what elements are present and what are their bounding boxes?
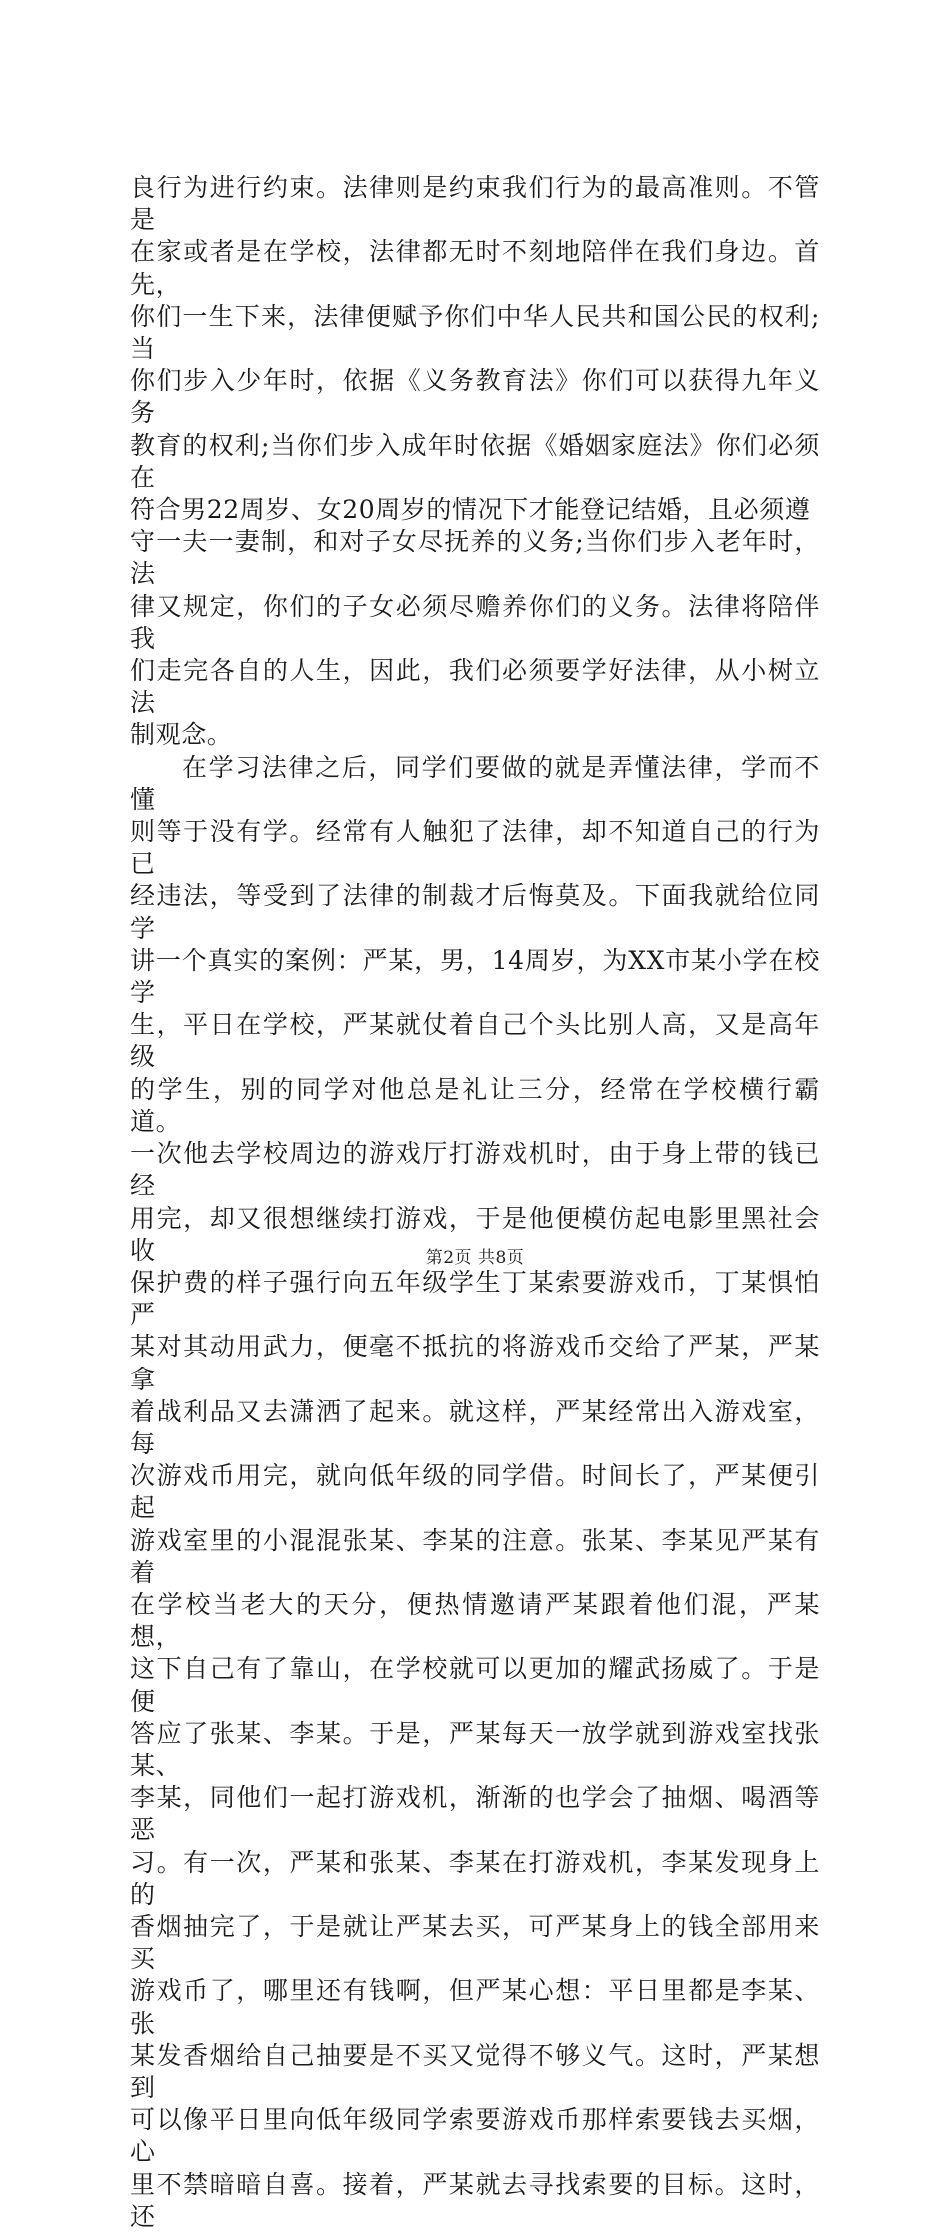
page-footer: 第2页 共8页 bbox=[425, 1248, 525, 1268]
document-body bbox=[130, 172, 820, 2233]
paragraph-2: 在学习法律之后，同学们要做的就是弄懂法律，学而不懂 则等于没有学。经常有人触犯了法律，却不知道自己的行为已 经违法，等受到了法律的制裁才后悔莫及。下面我就给位同学 讲一个真实的案例：严某，男，14周岁，为XX市某小学在校学 生，平日在学校，严某就仗着自己个头比别人高，又是高年级 的学生，别的同学对他总是礼让三分，经常在学校横行霸道。 一次他去学校周边的游戏厅打游戏机时，由于身上带的钱已经 用完，却又很想继续打游戏，于是他便模仿起电影里黑社会收 保护费的样子强行向五年级学生丁某索要游戏币，丁某惧怕严 某对其动用武力，便毫不抵抗的将游戏币交给了严某，严某拿 着战利品又去潇洒了起来。就这样，严某经常出入游戏室，每 次游戏币用完，就向低年级的同学借。时间长了，严某便引起 游戏室里的小混混张某、李某的注意。张某、李某见严某有着 在学校当老大的天分，便热情邀请严某跟着他们混，严某想， 这下自己有了靠山，在学校就可以更加的耀武扬威了。于是便 答应了张某、李某。于是，严某每天一放学就到游戏室找张某、 李某，同他们一起打游戏机，渐渐的也学会了抽烟、喝酒等恶 习。有一次，严某和张某、李某在打游戏机，李某发现身上的 香烟抽完了，于是就让严某去买，可严某身上的钱全部用来买 游戏币了，哪里还有钱啊，但严某心想：平日里都是李某、张 某发香烟给自己抽要是不买又觉得不够义气。这时，严某想到 可以像平日里向低年级同学索要游戏币那样索要钱去买烟，心 里不禁暗暗自喜。接着，严某就去寻找索要的目标。这时，还 bbox=[130, 752, 820, 2231]
paragraph-1: 良行为进行约束。法律则是约束我们行为的最高准则。不管是 在家或者是在学校，法律都无时不刻地陪伴在我们身边。首先， 你们一生下来，法律便赋予你们中华人民共和国公民的权利;当 你们步入少年时，依据《义务教育法》你们可以获得九年义务 教育的权利;当你们步入成年时依据《婚姻家庭法》你们必须在 符合男22周岁、女20周岁的情况下才能登记结婚，且必须遵 守一夫一妻制，和对子女尽抚养的义务;当你们步入老年时，法 律又规定，你们的子女必须尽赡养你们的义务。法律将陪伴我 们走完各自的人生，因此，我们必须要学好法律，从小树立法 制观念。 bbox=[130, 173, 820, 750]
